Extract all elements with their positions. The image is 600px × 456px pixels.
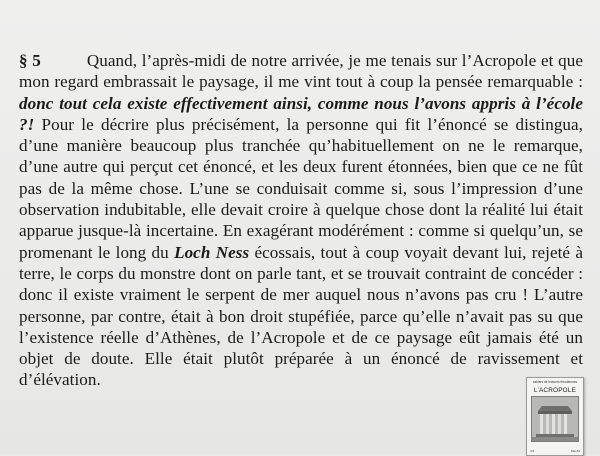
booklet-title: L’ACROPOLE xyxy=(533,386,577,394)
booklet-footer-left: 3/4 xyxy=(530,449,535,453)
paragraph-section-5 xyxy=(19,50,583,391)
section-marker: § 5 xyxy=(19,51,41,70)
emphasized-loch-ness: Loch Ness xyxy=(174,242,250,262)
booklet-footer xyxy=(530,449,580,453)
paragraph-text-part-1: Quand, l’après-midi de notre arrivée, je me tenais sur l’Acropole et que mon regard embrassait le paysage, il me vint tout à coup la pensée remarquable : xyxy=(19,51,583,92)
booklet-cover-photo xyxy=(531,396,579,442)
booklet-cover-thumbnail xyxy=(526,377,584,456)
acropole-temple-icon xyxy=(532,397,578,441)
emphasized-thought: donc tout cela existe effectivement ainsi, comme nous l’avons appris à l’école ?! xyxy=(19,93,583,134)
booklet-series-text: cahiers de lectures freudiennes xyxy=(532,380,578,384)
booklet-footer-right: Mai 84 xyxy=(570,449,580,453)
paragraph-text-part-2: Pour le décrire plus précisément, la personne qui fit l’énoncé se distingua, d’une manière beaucoup plus tranchée qu’habituellement on ne le remarque, d’une autre qui perçut cet énoncé, et les deux furent étonnées, bien que ce ne fût pas de la même chose. L’une se conduisait comme si, sous l’impression d’une observation indubitable, elle devait croire à quelque chose dont la réalité lui était apparue jusque-là incertaine. En exagérant modérément : comme si quelqu’un, se promenant le long du xyxy=(19,114,583,262)
paragraph-text-part-3: écossais, tout à coup voyait devant lui, rejeté à terre, le corps du monstre dont on parle tant, et se trouvait contraint de concéder : donc il existe vraiment le serpent de mer auquel nous n’avons pas cru ! L’autre personne, par contre, était à bon droit stupéfiée, parce qu’elle n’avait pas su que l’existence réelle d’Athènes, de l’Acropole et de ce paysage eût jamais été un objet de doute. Elle était plutôt préparée à un énoncé de ravissement et d’élévation. xyxy=(19,242,584,390)
